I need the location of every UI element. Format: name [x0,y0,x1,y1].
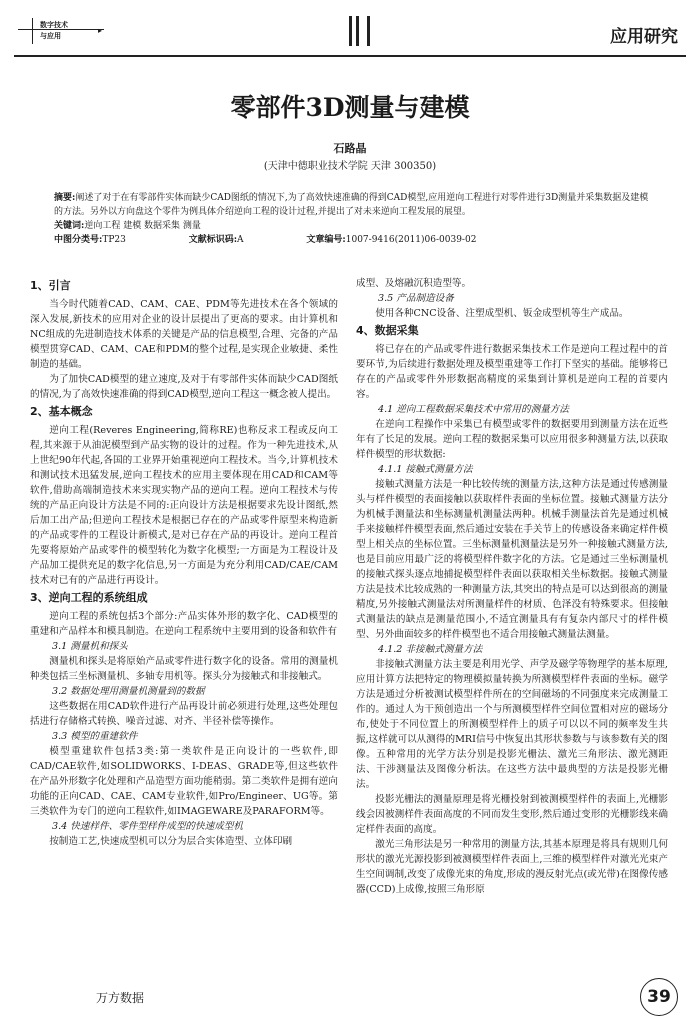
left-column [30,276,338,849]
source-watermark: 万方数据 [96,991,145,1005]
keywords [54,219,654,233]
clc-value: TP23 [102,235,126,245]
paragraph: 逆向工程(Reveres Engineering,简称RE)也称反求工程或反向工程,其来源于从油泥模型到产品实物的设计的过程。作为一种先进技术,从上世纪90年代起,各国的工业界开始重视逆向工程技术。当今,计算机技术和测试技术迅猛发展,逆向工程技术的应用主要体现在用CAD和CAM等软件,借助高端制造技术来实现实物产品的逆向工程。逆向工程技术与传统的产品正向设计方法是不同的:正向设计方法是根据要求先设计图纸,然后加工出产品;但逆向工程技术是根据已存在的产品或零件原型来构造新的产品或零件的工程设计新模式,是对已存在产品的再设计。逆向工程首先要将原始产品或零件的模型转化为数字化模型;一方面是为工程设计及产品加工提供充足的数字化信息,另一方面是为充分利用CAD/CAE/CAM技术对已有的产品进行再设计。 [30,425,338,586]
subheading: 4.1 逆向工程数据采集技术中常用的测量方法 [378,404,569,415]
paragraph: 按制造工艺,快速成型机可以分为层合实体造型、立体印刷 [49,836,293,847]
logo-line-1: 数字技术 [40,21,68,29]
paragraph: 非接触式测量方法主要是利用光学、声学及磁学等物理学的基本原理,应用计算方法把特定的物理模拟量转换为所测模型样件表面的坐标。磁学方法是通过分析被测试模型样件所在的空间磁场的不同强度来完成测量工作的。通过人为干预创造出一个与所测模型样件空间位置相对应的磁场分布,使处于不同位置上的所测模型样件上的质子可以以不同的频率发生共振,这样就可以从测得的MRI信号中恢复出其形状参数与与该参数有关的图像。五种常用的光学方法分别是投影光栅法、激光三角形法、激光测距法、干涉测量法及图像分析法。在这些方法中最典型的方法是投影光栅法。 [356,659,668,790]
subheading: 3.3 模型的重建软件 [52,731,138,742]
paragraph: 接触式测量方法是一种比较传统的测量方法,这种方法是通过传感测量头与样件模型的表面接触以获取样件表面的坐标位置。接触式测量方法分为机械手测量法和坐标测量机测量法两种。机械手测量法首先是通过机械手来接触样件模型表面,然后通过安装在手关节上的传感设备来确定样件模型上相关点的坐标位置。三坐标测量机测量法是另外一种接触式测量方法,也是目前应用最广泛的将模型样件数字化的方法。它是通过三坐标测量机的接触式探头逐点地捕捉模型样件表面以获取相关坐标数据。接触式测量方法是技术比较成熟的一种测量方法,其突出的特点是可以达到很高的测量精度,另外接触式测量法对所测量样件的材质、色泽没有特殊要求。但接触式测量法的缺点是测量范围小,不适宜测量具有有复杂内部尺寸的样件模型、另外曲面较多的样件模型也不适合用接触式测量法测量。 [356,479,668,640]
paragraph: 测量机和探头是将原始产品或零件进行数字化的设备。常用的测量机种类包括三坐标测量机、多轴专用机等。探头分为接触式和非接触式。 [30,656,338,682]
logo-line-2: 与应用 [40,32,61,40]
journal-logo [18,18,104,44]
paragraph: 为了加快CAD模型的建立速度,及对于有零部件实体而缺少CAD图纸的情况,为了高效快速准确的得到CAD模型,逆向工程这一概念被人提出。 [30,374,338,400]
subheading: 3.4 快速样件、零件型样件成型的快速成型机 [52,821,243,832]
keywords-label: 关键词: [54,221,85,231]
page-header [14,10,686,54]
keywords-text: 逆向工程 建模 数据采集 测量 [84,221,201,231]
subsubheading: 4.1.1 接触式测量方法 [378,464,473,475]
paragraph: 将已存在的产品或零件进行数据采集技术工作是逆向工程过程中的首要环节,为后续进行数据处理及模型重建等工作打下坚实的基础。能够将已存在的产品或零件外形数据高精度的采集到计算机是逆向工程的首要内容。 [356,344,668,400]
doc-code-value: A [237,235,244,245]
classification [54,233,654,247]
heading-system: 3、逆向工程的系统组成 [30,591,148,604]
subheading: 3.5 产品制造设备 [378,293,454,304]
article-id-label: 文章编号: [306,235,346,245]
abstract-label: 摘要: [54,193,76,203]
author: 石路晶 [333,142,367,155]
subheading: 3.2 数据处理用测量机测量到的数据 [52,686,205,697]
heading-intro: 1、引言 [30,279,71,292]
arrow-icon: ▸ [98,26,103,35]
paragraph: 使用各种CNC设备、注塑成型机、钣金成型机等生产成品。 [375,308,629,319]
paragraph: 模型重建软件包括3类:第一类软件是正向设计的一些软件,即CAD/CAE软件,如SOLIDWORKS、I-DEAS、GRADE等,但这些软件在产品外形数字化处理和产品造型方面功能稍弱。第二类软件是拥有逆向功能的正向CAD、CAE、CAM专业软件,如Pro/Engineer、UG等。第三类软件为专门的逆向工程软件,如IMAGEWARE及PARAFORM等。 [30,746,338,817]
subheading: 3.1 测量机和探头 [52,641,128,652]
header-rule [14,55,686,57]
subsubheading: 4.1.2 非接触式测量方法 [378,644,483,655]
section-label: 应用研究 [610,27,678,47]
paragraph: 成型、及熔融沉积造型等。 [356,278,472,289]
page-number: 39 [640,978,678,1016]
heading-data-collection: 4、数据采集 [356,324,419,337]
header-bars-icon [349,16,373,46]
paragraph: 当今时代随着CAD、CAM、CAE、PDM等先进技术在各个领域的深入发展,新技术的应用对企业的设计层提出了更高的要求。由计算机和NC组成的先进制造技术体系的关键是产品的信息模型,合理、完备的产品模型贯穿CAD、CAM、CAE和PDM的整个过程,是实现企业敏捷、柔性制造的基础。 [30,299,338,370]
right-column [356,276,668,897]
paragraph: 投影光栅法的测量原理是将光栅投射到被测模型样件的表面上,光栅影线会因被测样件表面高度的不同而发生变形,然后通过变形的光栅影线来确定样件表面的高度。 [356,794,668,835]
paragraph: 逆向工程的系统包括3个部分:产品实体外形的数字化、CAD模型的重建和产品样本和模具制造。在逆向工程系统中主要用到的设备和软件有 [30,611,338,637]
doc-code-label: 文献标识码: [188,235,238,245]
clc-label: 中图分类号: [54,235,103,245]
paragraph: 激光三角形法是另一种常用的测量方法,其基本原理是将具有规则几何形状的激光光源投影到被测模型样件表面上,三维的模型样件对激光光束产生空间调制,改变了成像光束的角度,形成的漫反射光点(或光带)在图像传感器(CCD)上成像,按照三角形原 [356,839,668,895]
paragraph: 在逆向工程操作中采集已有模型或零件的数据要用到测量方法在近些年有了长足的发展。逆向工程的数据采集可以应用很多种测量方法,以获取样件模型的形状数据: [356,419,668,460]
abstract-text: 阐述了对于在有零部件实体而缺少CAD图纸的情况下,为了高效快速准确的得到CAD模型,应用逆向工程进行对零件进行3D测量并采集数据及建模的方法。另外以方向盘这个零件为例具体介绍逆向工程的设计过程,并提出了对未来逆向工程发展的展望。 [54,193,649,217]
article-id-value: 1007-9416(2011)06-0039-02 [345,235,477,245]
article-title: 零部件3D测量与建模 [230,93,470,122]
paragraph: 这些数据在用CAD软件进行产品再设计前必须进行处理,这些处理包括进行存储格式转换、噪音过滤、对齐、半径补偿等操作。 [30,701,338,727]
heading-concepts: 2、基本概念 [30,405,93,418]
abstract [54,191,654,219]
affiliation: (天津中德职业技术学院 天津 300350) [263,161,437,172]
